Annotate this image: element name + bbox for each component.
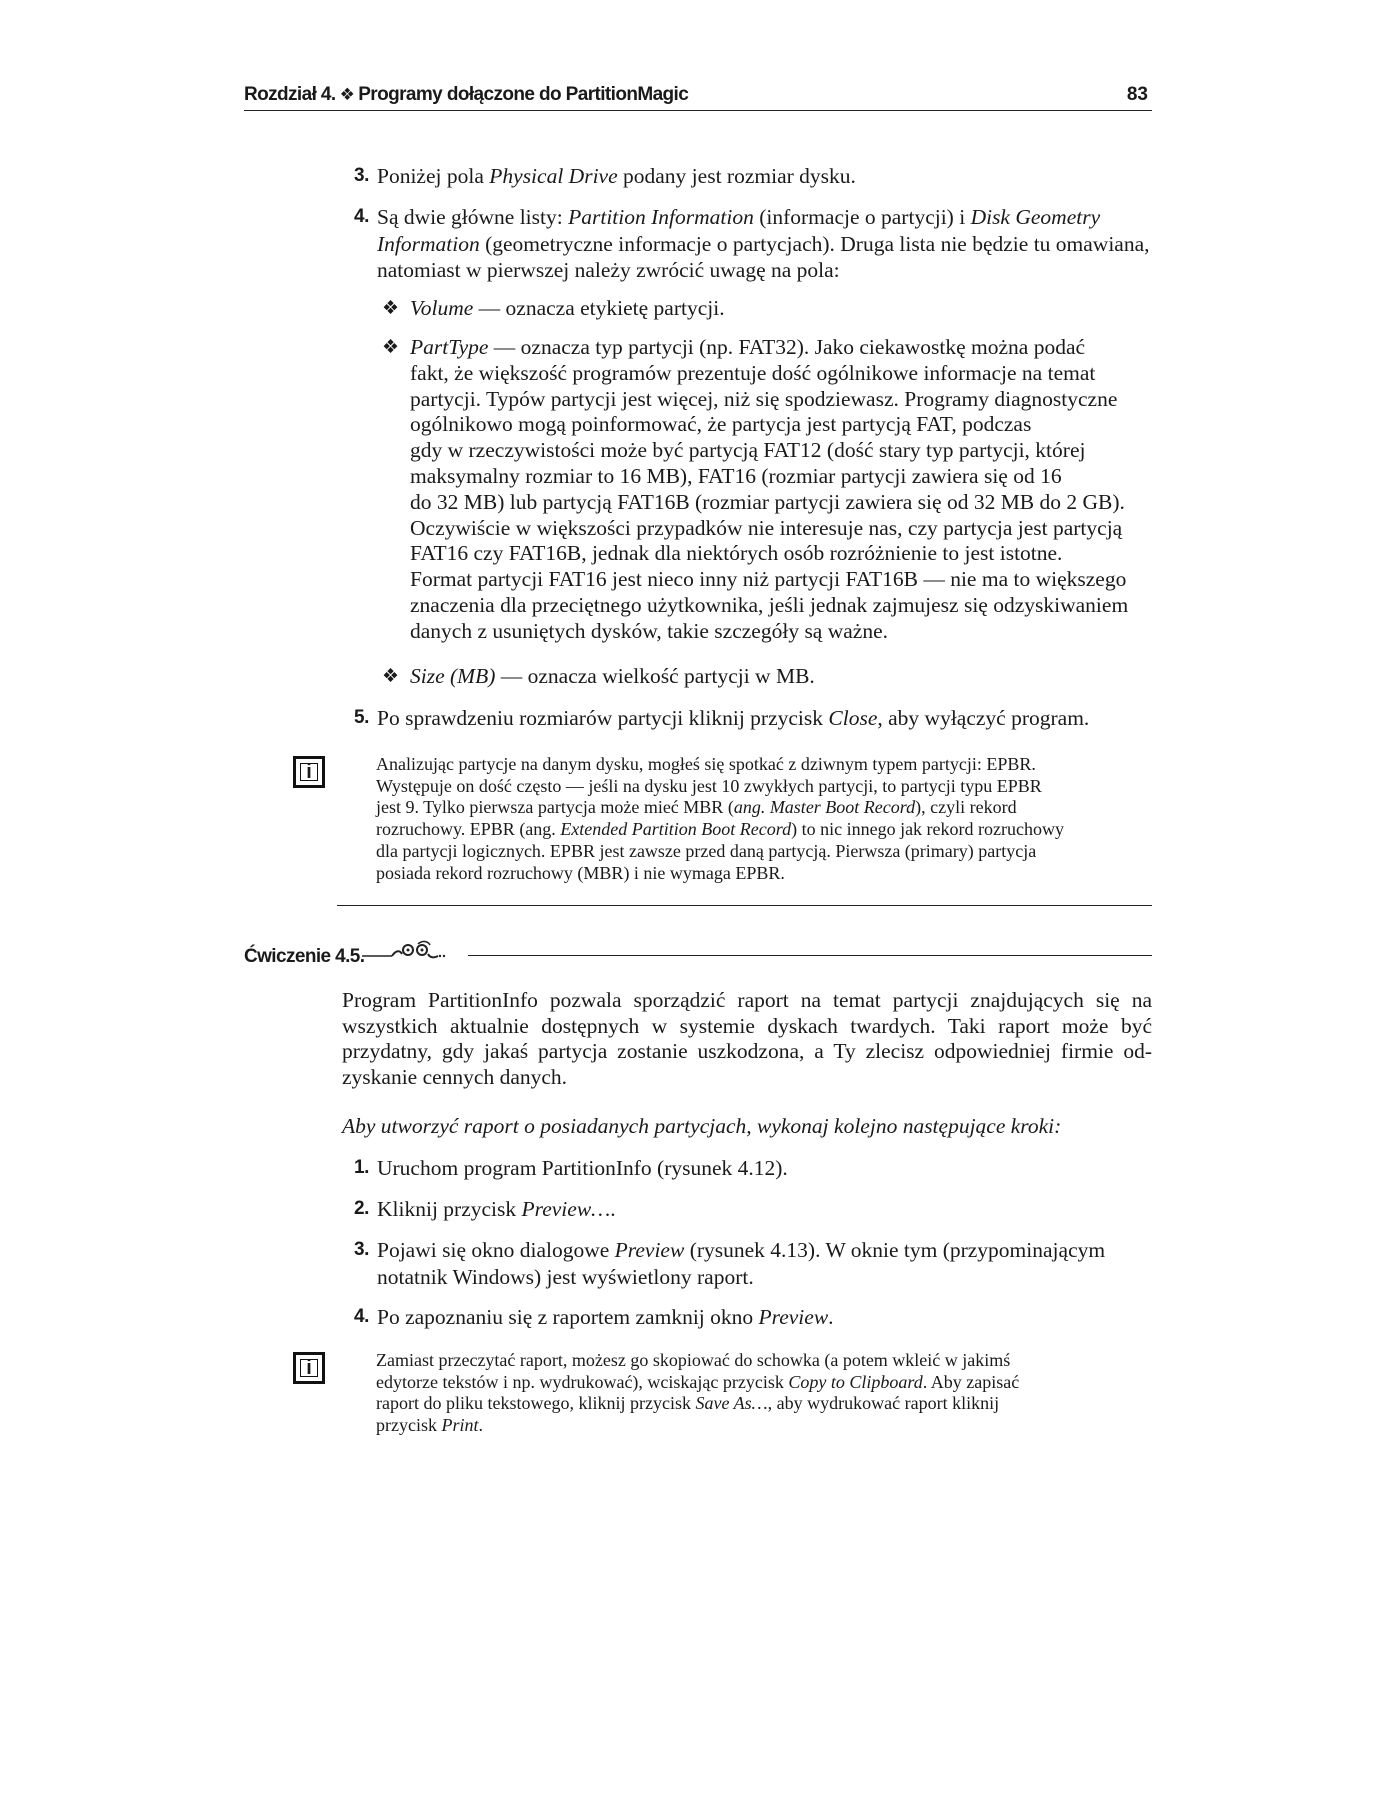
list-item	[382, 664, 1162, 690]
step-number: 1.	[354, 1157, 369, 1178]
note-divider	[337, 905, 1152, 906]
text-line	[410, 412, 1162, 438]
text-run: Są dwie główne listy:	[377, 205, 569, 229]
step-text	[354, 1304, 1154, 1331]
step-emphasis: Physical Drive	[489, 164, 618, 188]
text-line	[376, 797, 1156, 819]
info-icon-letter: i	[306, 761, 312, 783]
emphasis-run: Print	[441, 1415, 479, 1436]
text-run: Format partycji FAT16 jest nieco inny niż partycji FAT16B — nie ma to większego	[410, 567, 1127, 592]
emphasis-run: Information	[377, 231, 480, 256]
text-run: fakt, że większość programów prezentuje dość ogólnikowe informacje na temat	[410, 360, 1096, 385]
paragraph-line: wszystkich aktualnie dostępnych w systemie dyskach twardych. Taki raport może być	[342, 1013, 1152, 1038]
step-text	[354, 204, 1154, 284]
field-description	[382, 335, 1162, 645]
text-run: Zamiast przeczytać raport, możesz go skopiować do schowka (a potem wkleić w jakimś	[376, 1350, 1011, 1370]
text-line	[410, 593, 1162, 619]
text-run: danych z usuniętych dysków, takie szczegóły są ważne.	[410, 618, 889, 643]
note-text	[376, 1350, 1156, 1437]
emphasis-run: PartType	[410, 335, 489, 359]
step-text: Po sprawdzeniu rozmiarów partycji kliknij przycisk	[377, 706, 829, 730]
paragraph-line: zyskanie cennych danych.	[342, 1064, 568, 1089]
step-emphasis: Close	[828, 706, 878, 730]
paragraph-line: Program PartitionInfo pozwala sporządzić raport na temat partycji znajdujących się na	[342, 988, 1152, 1012]
text-run: (geometryczne informacje o partycjach). Druga lista nie będzie tu omawiana,	[479, 231, 1150, 256]
diamond-bullet-icon: ❖	[382, 666, 400, 687]
text-line	[377, 1196, 1154, 1223]
text-line	[377, 1155, 1154, 1182]
text-run: posiada rekord rozruchowy (MBR) i nie wymaga EPBR.	[376, 862, 785, 883]
text-run: maksymalny rozmiar to 16 MB), FAT16 (rozmiar partycji zawiera się od 16	[410, 463, 1062, 488]
text-line	[377, 1264, 1154, 1291]
info-icon	[293, 756, 325, 788]
text-line	[377, 204, 1154, 231]
page-number: 83	[1126, 84, 1148, 105]
text-run: Pojawi się okno dialogowe	[377, 1238, 615, 1262]
text-run: FAT16 czy FAT16B, jednak dla niektórych osób rozróżnienie to jest istotne.	[410, 541, 1063, 566]
text-line	[377, 257, 1154, 284]
text-run: .	[828, 1305, 834, 1329]
text-line	[376, 1372, 1156, 1394]
diamond-icon: ❖	[339, 85, 355, 104]
step-number: 3.	[354, 165, 369, 186]
emphasis-run: Disk Geometry	[970, 205, 1101, 229]
exercise-label: Ćwiczenie 4.5.	[244, 946, 365, 967]
list-item	[354, 705, 1154, 732]
diamond-bullet-icon: ❖	[382, 298, 400, 319]
chapter-name: Programy dołączone do PartitionMagic	[358, 84, 689, 105]
text-run: edytorze tekstów i np. wydrukować), wciskając przycisk	[376, 1371, 789, 1392]
text-line	[410, 361, 1162, 387]
text-run: ), czyli rekord	[915, 797, 1017, 818]
exercise-intro	[342, 988, 1152, 1090]
text-line	[410, 567, 1162, 593]
emphasis-run: Partition Information	[568, 205, 754, 229]
step-number: 4.	[354, 206, 369, 227]
text-run: przycisk	[376, 1415, 442, 1436]
text-line	[376, 819, 1156, 841]
text-run: rozruchowy. EPBR (ang.	[376, 819, 561, 840]
text-run: — oznacza typ partycji (np. FAT32). Jako ciekawostkę można podać	[488, 335, 1086, 359]
step-text: , aby wyłączyć program.	[877, 706, 1090, 730]
step-text: podany jest rozmiar dysku.	[617, 164, 856, 188]
field-description: — oznacza wielkość partycji w MB.	[495, 664, 815, 688]
step-number: 3.	[354, 1239, 369, 1260]
step-text	[354, 1155, 1154, 1182]
text-line	[376, 863, 1156, 885]
text-line	[410, 464, 1162, 490]
text-run: .	[610, 1197, 616, 1221]
running-header	[244, 84, 1152, 111]
text-line	[377, 1304, 1154, 1331]
text-line	[376, 754, 1156, 776]
text-run: , aby wydrukować raport kliknij	[767, 1393, 1000, 1414]
list-item	[354, 163, 1154, 190]
exercise-divider	[468, 955, 1152, 956]
text-line	[376, 841, 1156, 863]
emphasis-run: Extended Partition Boot Record	[560, 819, 792, 840]
text-run: do 32 MB) lub partycją FAT16B (rozmiar partycji zawiera się od 32 MB do 2 GB).	[410, 489, 1125, 514]
text-run: Oczywiście w większości przypadków nie interesuje nas, czy partycja jest partycją	[410, 515, 1123, 540]
step-text	[354, 1196, 1154, 1223]
text-run: (informacje o partycji) i	[753, 205, 971, 229]
text-line	[410, 335, 1162, 361]
text-run: dla partycji logicznych. EPBR jest zawsze przed daną partycją. Pierwsza (primary) partycja	[376, 840, 1037, 861]
text-line	[410, 516, 1162, 542]
list-item	[354, 1155, 1154, 1182]
step-number: 4.	[354, 1306, 369, 1327]
emphasis-run: Preview…	[521, 1197, 611, 1221]
ornament-icon	[362, 938, 472, 962]
text-run: .	[478, 1415, 483, 1436]
text-line	[410, 490, 1162, 516]
list-item	[354, 1196, 1154, 1223]
info-icon	[293, 1352, 325, 1384]
step-number: 2.	[354, 1198, 369, 1219]
text-run: Analizując partycje na danym dysku, mogłeś się spotkać z dziwnym typem partycji: EPBR.	[376, 754, 1036, 774]
emphasis-run: Save As…	[695, 1393, 768, 1414]
text-run: jest 9. Tylko pierwsza partycja może mieć MBR (	[376, 797, 734, 818]
text-run: ogólnikowo mogą poinformować, że partycja jest partycją FAT, podczas	[410, 412, 1032, 437]
text-line	[410, 541, 1162, 567]
text-run: Uruchom program PartitionInfo (rysunek 4.12).	[377, 1156, 788, 1180]
emphasis-run: Preview	[614, 1238, 685, 1262]
list-item	[354, 204, 1154, 284]
text-run: (rysunek 4.13). W oknie tym (przypominającym	[684, 1238, 1106, 1262]
diamond-bullet-icon: ❖	[382, 337, 400, 358]
list-item	[382, 335, 1162, 645]
emphasis-run: Copy to Clipboard	[788, 1371, 923, 1392]
text-run: znaczenia dla przeciętnego użytkownika, jeśli jednak zajmujesz się odzyskiwaniem	[410, 592, 1129, 617]
note-text	[376, 754, 1156, 884]
emphasis-run: ang. Master Boot Record	[733, 797, 916, 818]
text-run: Po zapoznaniu się z raportem zamknij okno	[377, 1305, 759, 1329]
text-line	[376, 1350, 1156, 1372]
field-name: Size (MB)	[410, 664, 496, 688]
text-run: partycji. Typów partycji jest więcej, niż się spodziewasz. Programy diagnostyczne	[410, 386, 1118, 411]
text-run: . Aby zapisać	[922, 1371, 1020, 1392]
text-run: raport do pliku tekstowego, kliknij przycisk	[376, 1393, 696, 1414]
text-line	[376, 1393, 1156, 1415]
text-run: natomiast w pierwszej należy zwrócić uwagę na pola:	[377, 258, 840, 282]
list-item	[354, 1237, 1154, 1290]
text-run: Kliknij przycisk	[377, 1197, 522, 1221]
text-run: ) to nic innego jak rekord rozruchowy	[791, 819, 1065, 840]
step-text: Poniżej pola	[377, 164, 490, 188]
list-item	[354, 1304, 1154, 1331]
chapter-number: Rozdział 4.	[244, 84, 336, 105]
info-icon-letter: i	[306, 1357, 312, 1379]
text-line	[376, 776, 1156, 798]
text-line	[410, 438, 1162, 464]
text-line	[376, 1415, 1156, 1437]
text-line	[410, 387, 1162, 413]
chapter-title	[244, 84, 688, 106]
list-item	[382, 296, 1162, 322]
text-run: notatnik Windows) jest wyświetlony raport.	[377, 1264, 754, 1289]
text-line	[377, 1237, 1154, 1264]
step-number: 5.	[354, 707, 369, 728]
field-name: Volume	[410, 296, 474, 320]
step-text	[354, 1237, 1154, 1290]
text-run: Występuje on dość często — jeśli na dysku jest 10 zwykłych partycji, to partycji typu EPBR	[376, 775, 1042, 796]
text-run: gdy w rzeczywistości może być partycją FAT12 (dość stary typ partycji, której	[410, 438, 1086, 463]
paragraph-line: przydatny, gdy jakaś partycja zostanie uszkodzona, a Ty zlecisz odpowiedniej firmie od-	[342, 1039, 1152, 1063]
exercise-instruction: Aby utworzyć raport o posiadanych partycjach, wykonaj kolejno następujące kroki:	[342, 1114, 1062, 1138]
emphasis-run: Preview	[758, 1305, 829, 1329]
field-description: — oznacza etykietę partycji.	[473, 296, 725, 320]
text-line	[377, 231, 1154, 258]
text-line	[410, 619, 1162, 645]
